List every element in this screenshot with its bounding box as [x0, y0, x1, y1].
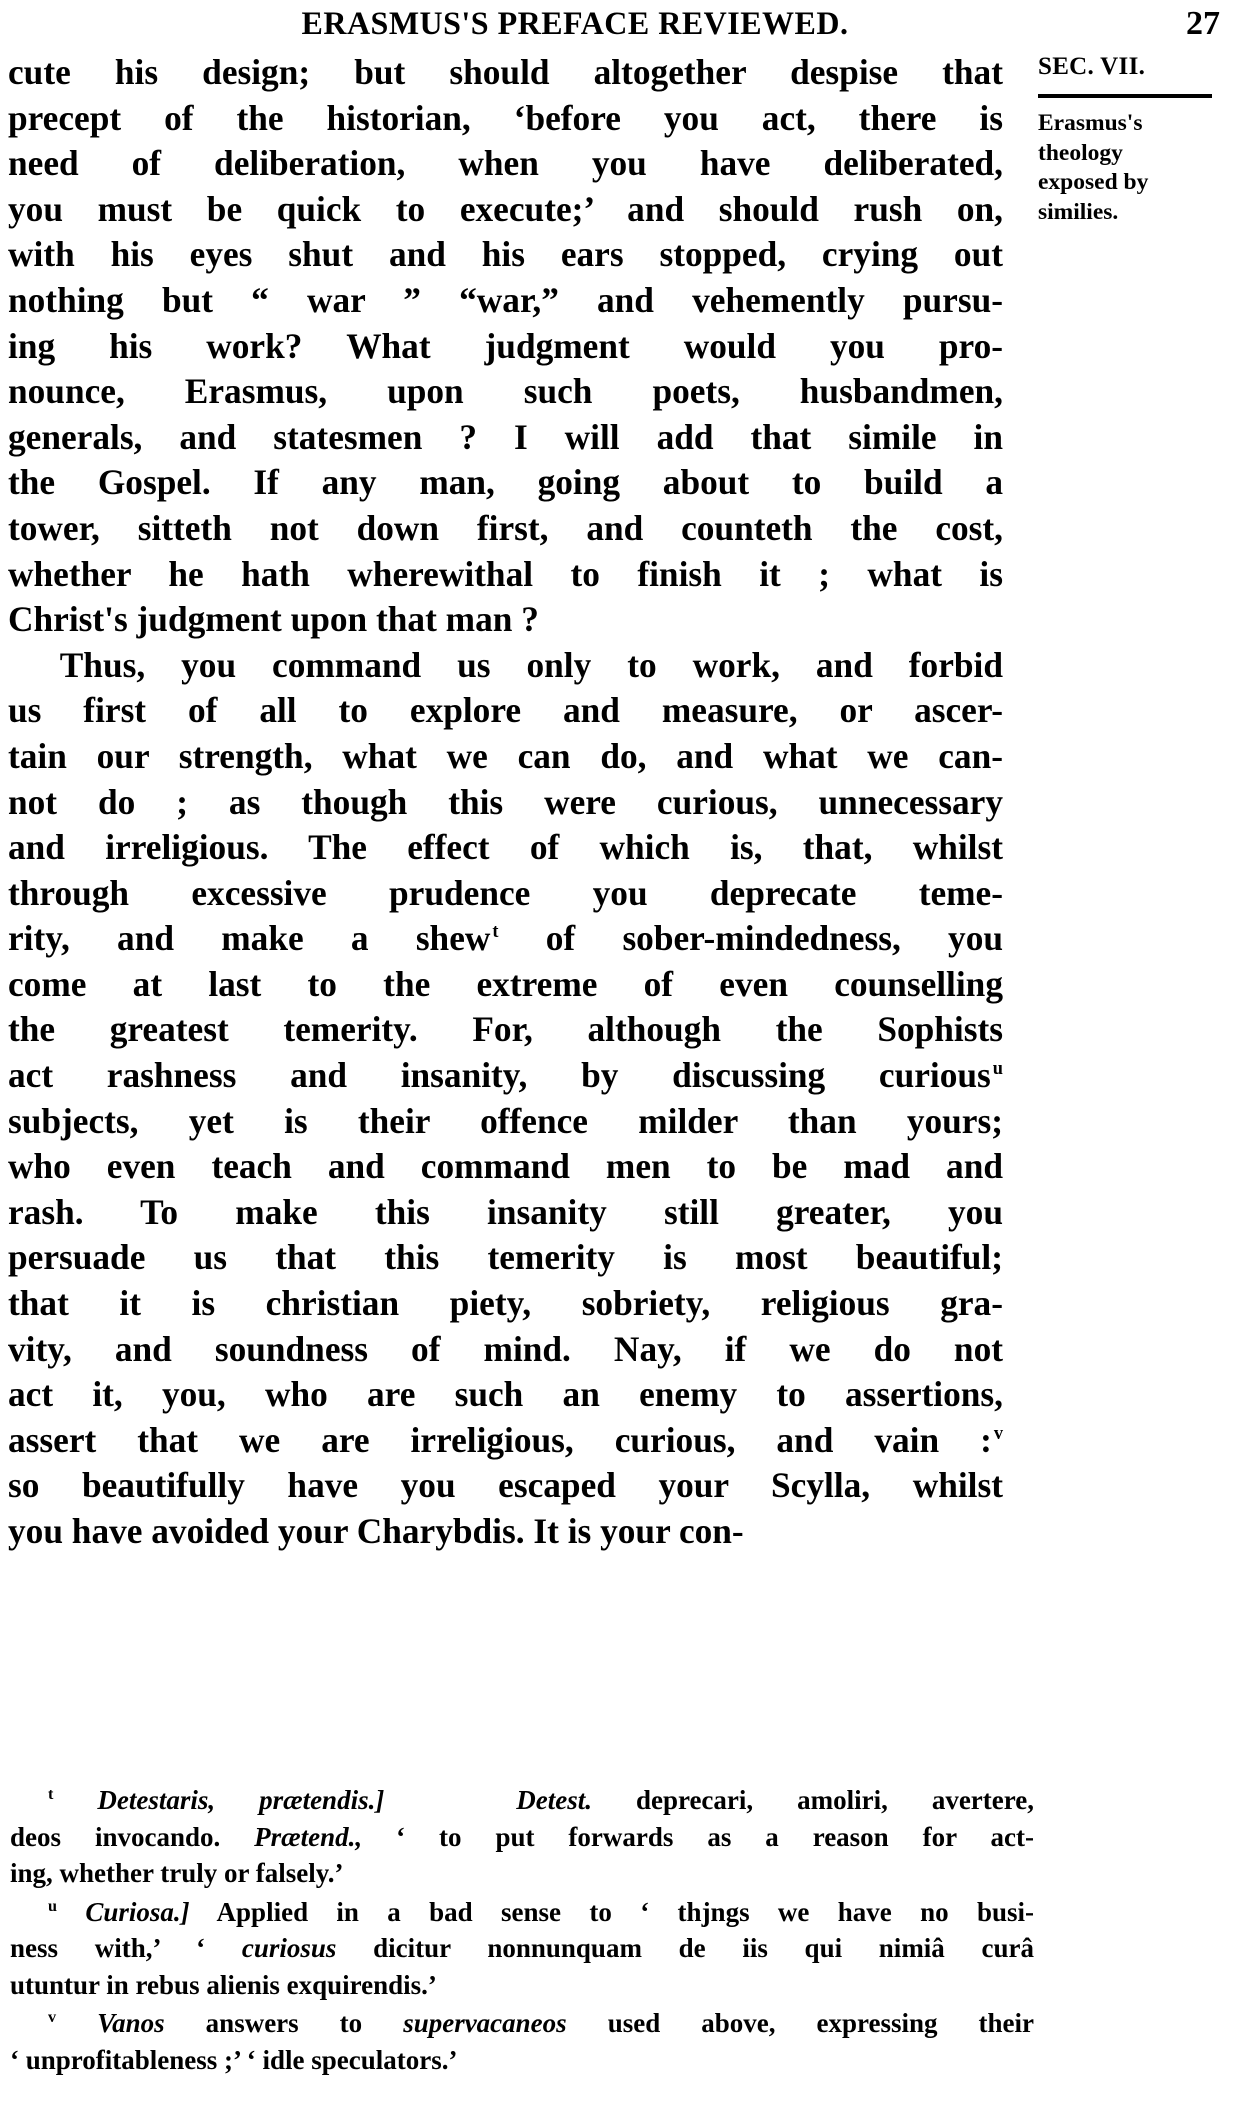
text-line: persuade us that this temerity is most beautiful;	[8, 1237, 1003, 1278]
text-line: need of deliberation, when you have deliberated,	[8, 143, 1003, 184]
text-line-with-footnote-marker	[8, 1053, 1003, 1099]
text-line: subjects, yet is their offence milder than yours;	[8, 1100, 1003, 1141]
text-line: rash. To make this insanity still greater, you	[8, 1191, 1003, 1232]
margin-note-line: similies.	[1038, 198, 1119, 225]
text-line: generals, and statesmen ? I will add that simile in	[8, 416, 1003, 457]
footnote-line: ing, whether truly or falsely.’	[10, 1858, 344, 1888]
footnote-italic-head: Vanos	[97, 2008, 165, 2038]
footnote-u	[10, 1894, 1036, 2004]
footnote-line	[10, 1782, 1034, 1819]
text-line: the Gospel. If any man, going about to build a	[8, 462, 1003, 503]
text-line-part: act rashness and insanity, by discussing curious	[8, 1055, 991, 1096]
text-line: so beautifully have you escaped your Scylla, whilst	[8, 1465, 1003, 1506]
margin-note-block	[1038, 109, 1230, 227]
text-line: come at last to the extreme of even counselling	[8, 963, 1003, 1004]
footnote-italic-head: Detestaris, prætendis.]	[97, 1785, 385, 1815]
text-line: not do ; as though this were curious, unnecessary	[8, 781, 1003, 822]
text-line: nounce, Erasmus, upon such poets, husbandmen,	[8, 371, 1003, 412]
margin-note-line: exposed by	[1038, 169, 1149, 195]
footnote-italic-head: Curiosa.]	[85, 1896, 190, 1927]
text-line: nothing but “ war ” “war,” and vehemently pursu-	[8, 279, 1003, 320]
text-line: vity, and soundness of mind. Nay, if we do not	[8, 1328, 1003, 1369]
footnote-marker-v[interactable]: v	[993, 1422, 1003, 1443]
text-line: Christ's judgment upon that man ?	[8, 599, 539, 640]
text-line-part: assert that we are irreligious, curious, and vain :	[8, 1419, 992, 1460]
page-title: ERASMUS'S PREFACE REVIEWED.	[301, 6, 849, 42]
footnote-text: ness with,’ ‘	[10, 1933, 206, 1963]
footnote-text: used above, expressing their	[607, 2008, 1035, 2038]
footnote-marker-v: v	[48, 2008, 57, 2026]
text-line: who even teach and command men to be mad and	[8, 1146, 1003, 1187]
text-line-part: rity, and make a shew	[8, 918, 491, 959]
footnote-italic-term: Prætend.,	[254, 1821, 363, 1852]
text-line	[8, 324, 1003, 370]
margin-divider	[1038, 94, 1212, 98]
text-line-part: ing his work?	[8, 325, 303, 366]
text-line-part: What judgment would you pro-	[346, 325, 1003, 366]
footnote-italic-term: curiosus	[241, 1933, 337, 1963]
footnote-italic-term: supervacaneos	[403, 2008, 567, 2038]
text-line: with his eyes shut and his ears stopped, crying out	[8, 234, 1003, 275]
text-line-with-footnote-marker	[8, 1418, 1003, 1464]
footnote-text: ‘ to put forwards as a reason for act-	[396, 1821, 1035, 1852]
footnote-text: answers to	[205, 2008, 363, 2038]
margin-note-line: Erasmus's	[1038, 110, 1143, 136]
margin-note-line: theology	[1038, 139, 1123, 166]
footnote-line: utuntur in rebus alienis exquirendis.’	[10, 1969, 437, 2000]
page-number: 27	[1186, 5, 1220, 42]
text-line: precept of the historian, ‘before you act, there is	[8, 97, 1003, 138]
footnote-text: deprecari, amoliri, avertere,	[635, 1785, 1034, 1815]
footnote-t	[10, 1782, 1036, 1892]
footnote-line	[10, 1894, 1034, 1931]
footnote-line	[10, 1930, 1034, 1967]
footnote-marker-t[interactable]: t	[492, 921, 499, 942]
footnote-line	[10, 2005, 1034, 2042]
text-line: you must be quick to execute;’ and should rush on,	[8, 188, 1003, 229]
text-line: you have avoided your Charybdis. It is your con-	[8, 1511, 744, 1551]
footnote-text: deos invocando.	[10, 1821, 221, 1852]
text-line-paragraph-start	[8, 643, 1003, 689]
text-line-part: of sober-mindedness, you	[545, 918, 1004, 959]
margin-notes	[1038, 52, 1230, 227]
text-line-with-footnote-marker	[8, 916, 1003, 962]
body-text	[8, 50, 1010, 1555]
text-line: through excessive prudence you deprecate teme-	[8, 872, 1003, 913]
footnote-text: Applied in a bad sense to ‘ thjngs we have no busi-	[216, 1896, 1035, 1927]
text-line: tain our strength, what we can do, and what we can-	[8, 735, 1003, 776]
footnote-text: dicitur nonnunquam de iis qui nimiâ curâ	[373, 1933, 1034, 1963]
text-line: us first of all to explore and measure, or ascer-	[8, 690, 1003, 731]
footnote-italic-term: Detest.	[516, 1785, 592, 1815]
text-line: tower, sitteth not down first, and counteth the cost,	[8, 507, 1003, 548]
text-line-part: Thus, you command us only to work, and forbid	[59, 644, 1004, 685]
text-line: cute his design; but should altogether despise that	[8, 52, 1003, 92]
footnote-line: ‘ unprofitableness ;’ ‘ idle speculators.’	[10, 2044, 458, 2075]
text-line: that it is christian piety, sobriety, religious gra-	[8, 1283, 1003, 1324]
footnote-line	[10, 1819, 1034, 1856]
footnotes-block	[10, 1782, 1036, 2080]
text-line: act it, you, who are such an enemy to assertions,	[8, 1374, 1003, 1415]
section-label: SEC. VII.	[1038, 53, 1146, 80]
text-line: whether he hath wherewithal to finish it ; what is	[8, 553, 1003, 594]
footnote-v	[10, 2005, 1036, 2078]
footnote-marker-u: u	[48, 1896, 58, 1915]
text-line: and irreligious. The effect of which is, that, whilst	[8, 827, 1003, 868]
text-line: the greatest temerity. For, although the Sophists	[8, 1009, 1003, 1050]
running-head	[0, 4, 1236, 48]
footnote-marker-u[interactable]: u	[992, 1058, 1003, 1079]
footnote-marker-t: t	[48, 1785, 54, 1803]
